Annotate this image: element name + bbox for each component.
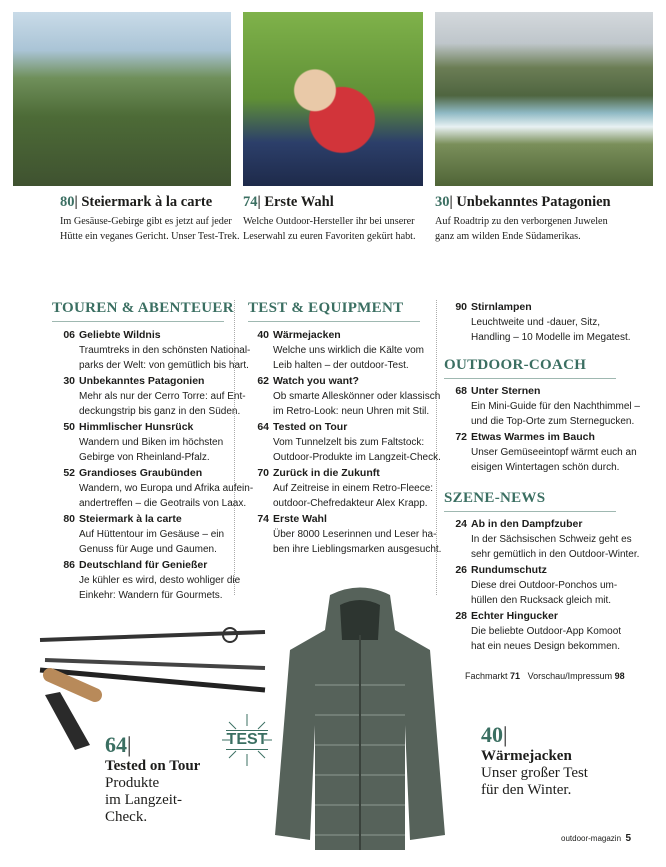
entry-description: parks der Welt: von gemütlich bis hart.: [79, 360, 249, 371]
entry-description: Traumtreks in den schönsten National-: [79, 345, 251, 356]
fachmarkt-link[interactable]: Fachmarkt: [465, 671, 508, 681]
entry-title: Himmlischer Hunsrück: [79, 421, 194, 433]
teaser-description: Auf Roadtrip zu den verborgenen Juwelen: [435, 216, 608, 227]
entry-title: Ab in den Dampfzuber: [471, 518, 583, 530]
entry-description: deckungstrip bis ganz in den Süden.: [79, 406, 241, 417]
toc-entry[interactable]: [52, 558, 240, 603]
page-number: 68: [455, 385, 467, 397]
toc-entry[interactable]: [444, 384, 640, 429]
teaser-caption[interactable]: [243, 194, 416, 244]
entry-description: Auf Hüttentour im Gesäuse – ein: [79, 529, 225, 540]
entry-description: Handling – 10 Modelle im Megatest.: [471, 332, 631, 343]
footer-links: [465, 669, 625, 684]
section-heading-test: TEST & EQUIPMENT: [248, 300, 420, 322]
teaser-description: Im Gesäuse-Gebirge gibt es jetzt auf jeder: [60, 216, 232, 227]
entry-description: Vom Tunnelzelt bis zum Faltstock:: [273, 437, 425, 448]
entry-title: Geliebte Wildnis: [79, 329, 161, 341]
separator: |: [503, 722, 508, 747]
toc-entry[interactable]: [246, 328, 424, 373]
entry-title: Zurück in die Zukunft: [273, 467, 380, 479]
feature-text: für den Winter.: [481, 782, 572, 798]
toc-entry[interactable]: [52, 374, 246, 419]
teaser-caption[interactable]: [435, 194, 611, 244]
toc-entry[interactable]: [444, 609, 621, 654]
teaser-description: Leserwahl zu euren Favoriten gekürt habt.: [243, 231, 416, 242]
feature-tested-on-tour[interactable]: [105, 732, 200, 826]
toc-entry[interactable]: [444, 517, 639, 562]
photo-steiermark: [13, 12, 231, 186]
section-heading-touren: TOUREN & ABENTEUER: [52, 300, 224, 322]
magazine-name: outdoor-magazin: [561, 834, 622, 843]
test-badge-label: TEST: [226, 731, 268, 748]
page-number: 28: [455, 610, 467, 622]
entry-title: Echter Hingucker: [471, 610, 558, 622]
page-number: 80: [63, 513, 75, 525]
feature-text: Check.: [105, 809, 148, 825]
page-number: 40: [257, 329, 269, 341]
page-footer: [561, 833, 631, 844]
feature-title: Wärmejacken: [481, 748, 572, 764]
entry-description: andertreffen – die Geotrails von Laax.: [79, 498, 247, 509]
entry-description: Über 8000 Leserinnen und Leser ha-: [273, 529, 437, 540]
entry-title: Wärmejacken: [273, 329, 341, 341]
page-number: 30: [63, 375, 75, 387]
entry-title: Erste Wahl: [273, 513, 327, 525]
toc-entry[interactable]: [52, 512, 224, 557]
page-number: 06: [63, 329, 75, 341]
entry-description: outdoor-Chefredakteur Alex Krapp.: [273, 498, 428, 509]
feature-text: im Langzeit-: [105, 792, 183, 808]
entry-description: sehr gemütlich in den Outdoor-Winter.: [471, 549, 640, 560]
page-number: 80: [60, 194, 75, 210]
entry-title: Tested on Tour: [273, 421, 348, 433]
toc-entry[interactable]: [246, 466, 433, 511]
teaser-title-text: Steiermark à la carte: [81, 194, 213, 210]
entry-description: Wandern und Biken im höchsten: [79, 437, 224, 448]
entry-title: Watch you want?: [273, 375, 359, 387]
toc-entry[interactable]: [444, 430, 637, 475]
entry-description: Mehr als nur der Cerro Torre: auf Ent-: [79, 391, 246, 402]
photo-erste-wahl: [243, 12, 423, 186]
entry-description: im Retro-Look: neun Uhren mit Stil.: [273, 406, 430, 417]
separator: |: [449, 194, 453, 210]
page-number: 62: [257, 375, 269, 387]
teaser-description: Welche Outdoor-Hersteller ihr bei unserer: [243, 216, 415, 227]
entry-title: Etwas Warmes im Bauch: [471, 431, 595, 443]
page-number: 74: [243, 194, 258, 210]
entry-description: Outdoor-Produkte im Langzeit-Check.: [273, 452, 441, 463]
teaser-description: ganz am wilden Ende Südamerikas.: [435, 231, 581, 242]
separator: |: [74, 194, 78, 210]
entry-description: Unser Gemüseeintopf wärmt euch an: [471, 447, 637, 458]
entry-title: Deutschland für Genießer: [79, 559, 208, 571]
entry-description: Gebirge von Rheinland-Pfalz.: [79, 452, 210, 463]
teaser-title-text: Erste Wahl: [264, 194, 334, 210]
page-number: 5: [625, 833, 632, 844]
entry-title: Steiermark à la carte: [79, 513, 182, 525]
test-badge: [220, 712, 274, 768]
entry-description: Leib halten – der outdoor-Test.: [273, 360, 409, 371]
teaser-title-text: Unbekanntes Patagonien: [456, 194, 611, 210]
entry-description: Auf Zeitreise in einem Retro-Fleece:: [273, 483, 434, 494]
page-number: 72: [455, 431, 467, 443]
page-number: 40: [481, 722, 503, 747]
page-number: 26: [455, 564, 467, 576]
entry-title: Unter Sternen: [471, 385, 541, 397]
page-number: 71: [510, 671, 521, 681]
toc-entry[interactable]: [246, 374, 440, 419]
entry-description: Ein Mini-Guide für den Nachthimmel –: [471, 401, 640, 412]
toc-entry[interactable]: [52, 420, 223, 465]
toc-entry[interactable]: [52, 328, 250, 373]
entry-description: Einkehr: Wandern für Gourmets.: [79, 590, 223, 601]
page-number: 98: [614, 671, 625, 681]
entry-description: Welche uns wirklich die Kälte vom: [273, 345, 424, 356]
page-number: 64: [257, 421, 269, 433]
entry-description: In der Sächsischen Schweiz geht es: [471, 534, 632, 545]
teaser-title: [435, 194, 611, 211]
page-number: 64: [105, 732, 127, 757]
page-number: 74: [257, 513, 269, 525]
teaser-title: [243, 194, 416, 211]
entry-title: Stirnlampen: [471, 301, 532, 313]
toc-entry[interactable]: [444, 300, 631, 345]
page-number: 30: [435, 194, 450, 210]
feature-text: Produkte: [105, 775, 160, 791]
page-number: 52: [63, 467, 75, 479]
entry-title: Rundumschutz: [471, 564, 547, 576]
section-heading-coach: OUTDOOR-COACH: [444, 357, 616, 379]
page-number: 50: [63, 421, 75, 433]
photo-patagonien: [435, 12, 653, 186]
entry-description: eisigen Wintertagen schön durch.: [471, 462, 620, 473]
entry-description: Je kühler es wird, desto wohliger die: [79, 575, 241, 586]
entry-description: Diese drei Outdoor-Ponchos um-: [471, 580, 618, 591]
entry-title: Grandioses Graubünden: [79, 467, 203, 479]
feature-waermejacken[interactable]: [481, 722, 588, 799]
page-number: 86: [63, 559, 75, 571]
page-number: 24: [455, 518, 467, 530]
entry-title: Unbekanntes Patagonien: [79, 375, 205, 387]
feature-text: Unser großer Test: [481, 765, 588, 781]
entry-description: ben ihre Lieblingsmarken ausgesucht.: [273, 544, 442, 555]
entry-description: hüllen den Rucksack gleich mit.: [471, 595, 612, 606]
impressum-link[interactable]: Vorschau/Impressum: [527, 671, 613, 681]
page-number: 90: [455, 301, 467, 313]
toc-entry[interactable]: [52, 466, 253, 511]
toc-entry[interactable]: [444, 563, 617, 608]
entry-description: Wandern, wo Europa und Afrika aufein-: [79, 483, 254, 494]
entry-description: Die beliebte Outdoor-App Komoot: [471, 626, 622, 637]
toc-entry[interactable]: [246, 512, 441, 557]
separator: |: [127, 732, 132, 757]
page-number: 70: [257, 467, 269, 479]
section-heading-news: SZENE-NEWS: [444, 490, 616, 512]
separator: |: [257, 194, 261, 210]
entry-description: Ob smarte Alleskönner oder klassisch: [273, 391, 441, 402]
teaser-caption[interactable]: [60, 194, 240, 244]
teaser-title: [60, 194, 240, 211]
entry-description: Leuchtweite und -dauer, Sitz,: [471, 317, 600, 328]
jacket-image: [270, 585, 450, 855]
teaser-description: Hütte ein veganes Gericht. Unser Test-Trek.: [60, 231, 240, 242]
entry-description: und die Top-Orte zum Sternegucken.: [471, 416, 635, 427]
toc-entry[interactable]: [246, 420, 441, 465]
entry-description: Genuss für Auge und Gaumen.: [79, 544, 217, 555]
feature-title: Tested on Tour: [105, 758, 201, 774]
entry-description: hat ein neues Design bekommen.: [471, 641, 620, 652]
